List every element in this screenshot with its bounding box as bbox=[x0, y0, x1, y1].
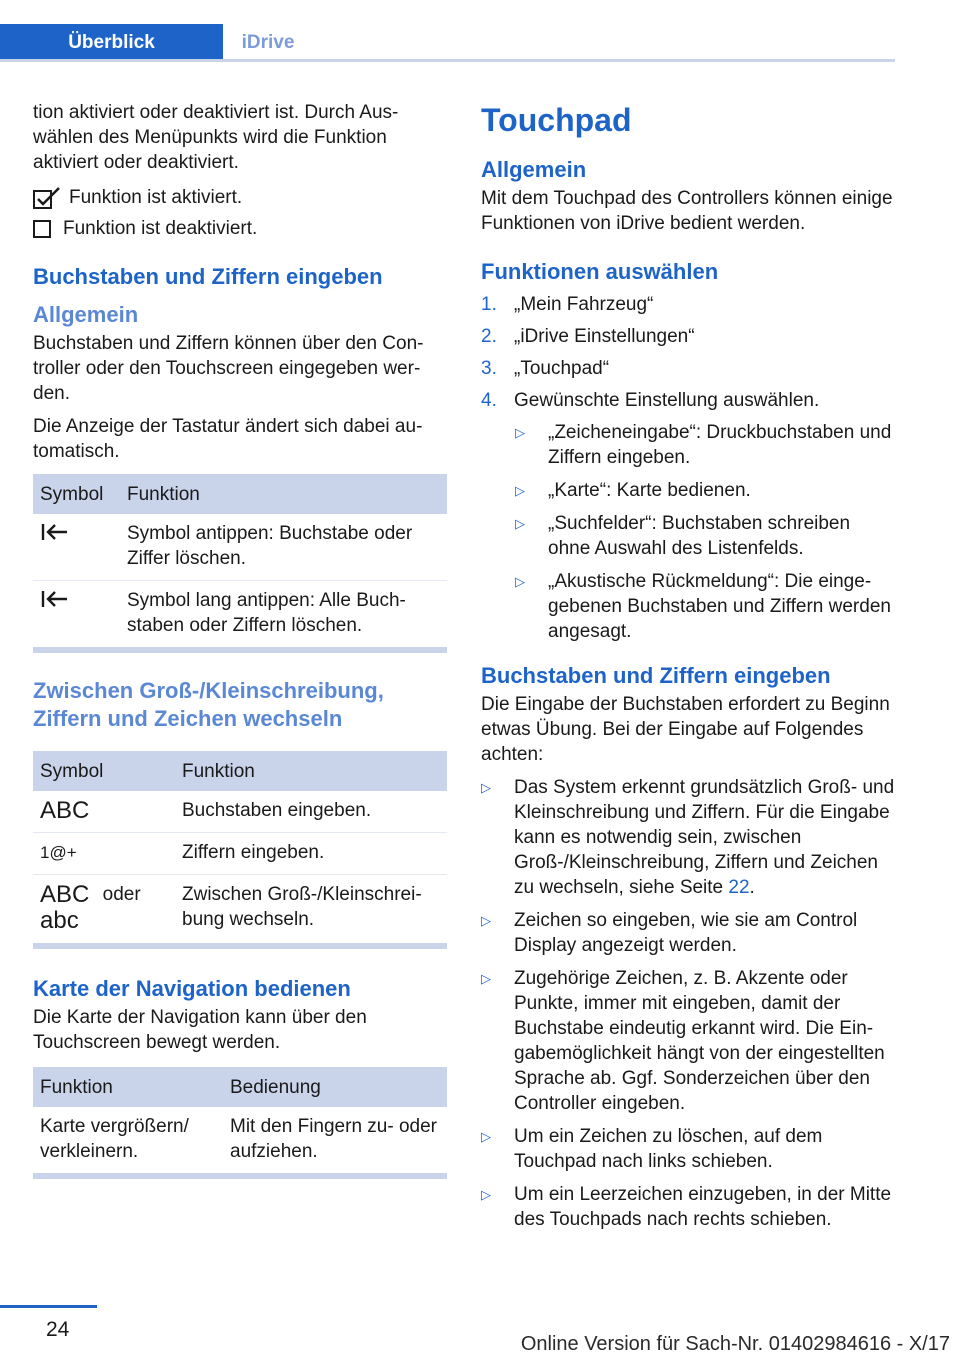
triangle-bullet-icon: ▷ bbox=[481, 1187, 491, 1202]
heading-general-right: Allgemein bbox=[481, 157, 587, 182]
case-switch-symbols bbox=[33, 875, 175, 944]
paragraph-map: Die Karte der Navigation kann über den Touchscreen bewegt werden. bbox=[33, 1007, 367, 1053]
list-item: ▷ Um ein Zeichen zu löschen, auf dem Touchpad nach links schieben. bbox=[481, 1126, 823, 1172]
table-cell-text: Symbol lang antippen: Alle Buchstaben oder Ziffern löschen. bbox=[127, 590, 406, 636]
backspace-icon bbox=[40, 588, 70, 610]
list-item: 4. Gewünschte Einstellung auswählen. bbox=[481, 390, 820, 411]
footer-text: Online Version für Sach-Nr. 01402984616 - X/17 bbox=[520, 1333, 950, 1355]
right-column bbox=[481, 100, 895, 1240]
table-row bbox=[33, 875, 447, 944]
heading-select-functions: Funktionen auswählen bbox=[481, 259, 719, 284]
list-item: ▷ „Akustische Rückmeldung“: Die eingegebenen Buchstaben und Ziffern werden angesagt. bbox=[515, 571, 891, 642]
table-header-symbol: Symbol bbox=[33, 474, 120, 514]
table-cell-text: Karte vergrößern/ verkleinern. bbox=[40, 1116, 189, 1162]
list-item: ▷ Das System erkennt grundsätzlich Groß- und Kleinschreibung und Ziffern. Für die Eingabe kann es notwendig sein, zwischen Groß-/Kleinschreibung, Ziffern und Zeichen zu wechseln, siehe Seite 22. bbox=[481, 777, 895, 898]
heading-letters-left: Buchstaben und Ziffern eingeben bbox=[33, 264, 383, 289]
table-end-rule bbox=[33, 943, 447, 949]
list-item: 1. „Mein Fahrzeug“ bbox=[481, 294, 654, 315]
tab-ueberblick[interactable]: Überblick bbox=[0, 24, 223, 62]
check-activated bbox=[33, 185, 447, 210]
list-item: ▷ Zeichen so eingeben, wie sie am Control Display angezeigt werden. bbox=[481, 910, 858, 956]
paragraph-touchpad-general: Mit dem Touchpad des Controllers können einige Funktionen von iDrive bedient werden. bbox=[481, 188, 893, 234]
heading-map: Karte der Navigation bedienen bbox=[33, 976, 351, 1001]
heading-general-left: Allgemein bbox=[33, 302, 139, 327]
table-row bbox=[33, 514, 447, 581]
backspace-icon bbox=[40, 521, 70, 543]
triangle-bullet-icon: ▷ bbox=[515, 425, 525, 440]
triangle-bullet-icon: ▷ bbox=[481, 971, 491, 986]
checkbox-unchecked-icon bbox=[33, 220, 51, 238]
header-rule bbox=[0, 59, 895, 62]
table-header-function: Funktion bbox=[33, 1067, 223, 1107]
intro-text: tion aktiviert oder deaktiviert ist. Durch Auswählen des Menüpunkts wird die Funktion aktiviert oder deaktiviert. bbox=[33, 102, 399, 173]
page-number: 24 bbox=[46, 1318, 70, 1341]
triangle-bullet-icon: ▷ bbox=[481, 1129, 491, 1144]
table-row bbox=[33, 1107, 447, 1173]
table-header-operation: Bedienung bbox=[223, 1067, 447, 1107]
list-item: ▷ Um ein Leerzeichen einzugeben, in der Mitte des Touchpads nach rechts schieben. bbox=[481, 1184, 892, 1230]
table-end-rule bbox=[33, 1173, 447, 1179]
list-item: 3. „Touchpad“ bbox=[481, 358, 610, 379]
table-cell-text: Zwischen Groß-/Kleinschreibung wechseln. bbox=[182, 884, 422, 930]
list-item: ▷ „Suchfelder“: Buchstaben schreiben ohne Auswahl des Listenfelds. bbox=[515, 513, 851, 559]
table-header-function: Funktion bbox=[175, 751, 447, 791]
list-item: ▷ „Zeicheneingabe“: Druckbuchstaben und Ziffern eingeben. bbox=[515, 422, 892, 468]
settings-sublist bbox=[515, 420, 895, 644]
abc-uppercase-icon: ABC bbox=[33, 791, 175, 833]
list-item: 2. „iDrive Einstellungen“ bbox=[481, 326, 695, 347]
table-cell-text: Ziffern eingeben. bbox=[175, 833, 447, 875]
list-item: ▷ Zugehörige Zeichen, z. B. Akzente oder Punkte, immer mit eingeben, damit der Buchstabe eindeutig erkannt wird. Die Eingabemöglichkeit hängt von der eingestellten Sprache ab. Ggf. Sonderzeichen über den Controller eingeben. bbox=[481, 968, 885, 1114]
table-delete-symbols bbox=[33, 474, 447, 647]
table-end-rule bbox=[33, 647, 447, 653]
table-cell-text: Symbol antippen: Buchstabe oder Ziffer löschen. bbox=[120, 514, 447, 581]
tab-idrive[interactable]: iDrive bbox=[241, 32, 295, 53]
abc-uppercase-icon: ABC bbox=[40, 881, 90, 908]
steps-list bbox=[481, 292, 895, 413]
header-tabs bbox=[0, 24, 895, 62]
case-switch-icon bbox=[40, 882, 89, 934]
table-input-modes bbox=[33, 751, 447, 943]
table-row bbox=[33, 581, 447, 648]
check-deactivated bbox=[33, 216, 447, 241]
abc-lowercase-icon: abc bbox=[40, 907, 79, 934]
heading-switch-case: Zwischen Groß-/Kleinschreibung, Ziffern und Zeichen wechseln bbox=[33, 678, 384, 731]
digits-symbol-icon: 1@+ bbox=[33, 833, 175, 875]
heading-letters-right: Buchstaben und Ziffern eingeben bbox=[481, 663, 831, 688]
table-cell-text: Buchstaben eingeben. bbox=[175, 791, 447, 833]
table-cell-text: Mit den Fingern zu- oder aufziehen. bbox=[230, 1116, 437, 1162]
check-deactivated-label: Funktion ist deaktiviert. bbox=[63, 218, 258, 239]
triangle-bullet-icon: ▷ bbox=[515, 574, 525, 589]
left-column bbox=[33, 100, 447, 1179]
delete-symbol-icon bbox=[33, 581, 120, 648]
or-text: oder bbox=[102, 884, 141, 905]
table-row bbox=[33, 833, 447, 875]
triangle-bullet-icon: ▷ bbox=[515, 516, 525, 531]
table-header-symbol: Symbol bbox=[33, 751, 175, 791]
paragraph-letters-right: Die Eingabe der Buchstaben erfordert zu Beginn etwas Übung. Bei der Eingabe auf Folgendes achten: bbox=[481, 694, 890, 765]
heading-touchpad: Touchpad bbox=[481, 102, 632, 138]
footer-rule bbox=[0, 1305, 97, 1308]
triangle-bullet-icon: ▷ bbox=[515, 483, 525, 498]
table-row bbox=[33, 791, 447, 833]
table-map-gestures bbox=[33, 1067, 447, 1173]
list-item: ▷ „Karte“: Karte bedienen. bbox=[515, 480, 751, 501]
checkbox-checked-icon bbox=[33, 187, 61, 209]
triangle-bullet-icon: ▷ bbox=[481, 780, 491, 795]
hints-list bbox=[481, 775, 895, 1232]
delete-symbol-icon bbox=[33, 514, 120, 581]
paragraph-letters-2: Die Anzeige der Tastatur ändert sich dabei automatisch. bbox=[33, 416, 423, 462]
page-link[interactable]: 22 bbox=[728, 877, 750, 898]
table-header-function: Funktion bbox=[120, 474, 447, 514]
paragraph-letters-1: Buchstaben und Ziffern können über den Controller oder den Touchscreen eingegeben werden. bbox=[33, 333, 424, 404]
check-activated-label: Funktion ist aktiviert. bbox=[69, 187, 243, 208]
triangle-bullet-icon: ▷ bbox=[481, 913, 491, 928]
